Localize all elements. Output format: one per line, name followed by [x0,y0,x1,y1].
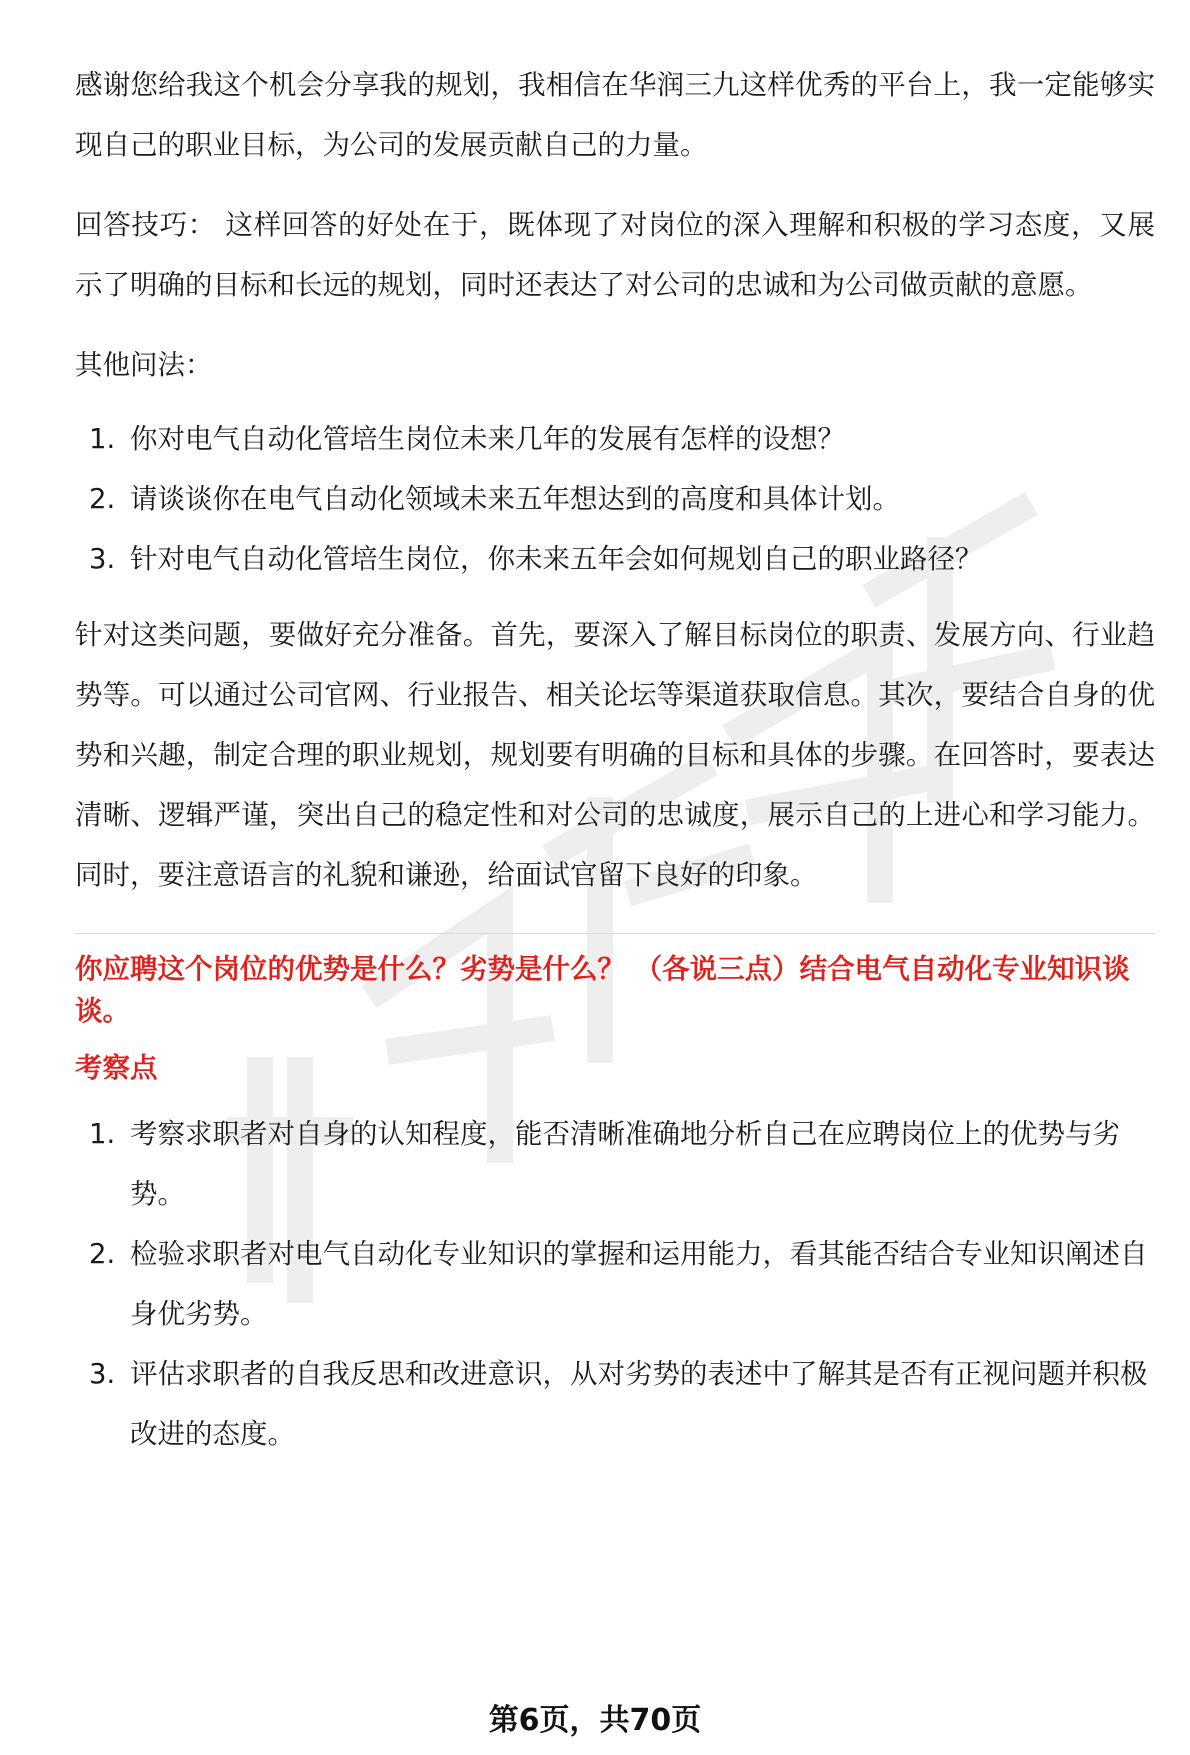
page-footer: 第6页，共70页 [488,1703,702,1738]
list-number: 1. [89,1118,116,1150]
document-page [75,55,1155,1480]
list-item-text: 请谈谈你在电气自动化领域未来五年想达到的高度和具体计划。 [130,483,900,515]
list-item-text: 评估求职者的自我反思和改进意识，从对劣势的表述中了解其是否有正视问题并积极改进的态度。 [130,1358,1148,1450]
other-questions-label: 其他问法： [75,349,213,381]
list-item-text: 考察求职者对自身的认知程度，能否清晰准确地分析自己在应聘岗位上的优势与劣势。 [130,1118,1120,1210]
list-number: 2. [89,1238,116,1270]
tips-paragraph: 回答技巧： 这样回答的好处在于，既体现了对岗位的深入理解和积极的学习态度，又展示了明确的目标和长远的规划，同时还表达了对公司的忠诚和为公司做贡献的意愿。 [75,209,1155,301]
list-item-text: 针对电气自动化管培生岗位，你未来五年会如何规划自己的职业路径？ [130,543,983,575]
list-item [75,1344,1155,1464]
list-number: 1. [89,423,116,455]
assessment-label: 考察点 [75,1052,158,1084]
list-item [75,1104,1155,1224]
list-item [75,409,1155,469]
list-number: 3. [89,1358,116,1390]
list-item-text: 检验求职者对电气自动化专业知识的掌握和运用能力，看其能否结合专业知识阐述自身优劣势。 [130,1238,1148,1330]
list-number: 2. [89,483,116,515]
other-questions-list [75,409,1155,589]
question-heading: 你应聘这个岗位的优势是什么？劣势是什么？ （各说三点）结合电气自动化专业知识谈谈。 [75,953,1130,1027]
list-item-text: 你对电气自动化管培生岗位未来几年的发展有怎样的设想？ [130,423,845,455]
list-item [75,1224,1155,1344]
section-divider [75,933,1155,934]
list-item [75,529,1155,589]
assessment-points-list [75,1104,1155,1464]
list-item [75,469,1155,529]
intro-paragraph: 感谢您给我这个机会分享我的规划，我相信在华润三九这样优秀的平台上，我一定能够实现自己的职业目标，为公司的发展贡献自己的力量。 [75,69,1155,161]
advice-paragraph: 针对这类问题，要做好充分准备。首先，要深入了解目标岗位的职责、发展方向、行业趋势等。可以通过公司官网、行业报告、相关论坛等渠道获取信息。其次，要结合自身的优势和兴趣，制定合理的职业规划，规划要有明确的目标和具体的步骤。在回答时，要表达清晰、逻辑严谨，突出自己的稳定性和对公司的忠诚度，展示自己的上进心和学习能力。同时，要注意语言的礼貌和谦逊，给面试官留下良好的印象。 [75,619,1155,891]
list-number: 3. [89,543,116,575]
